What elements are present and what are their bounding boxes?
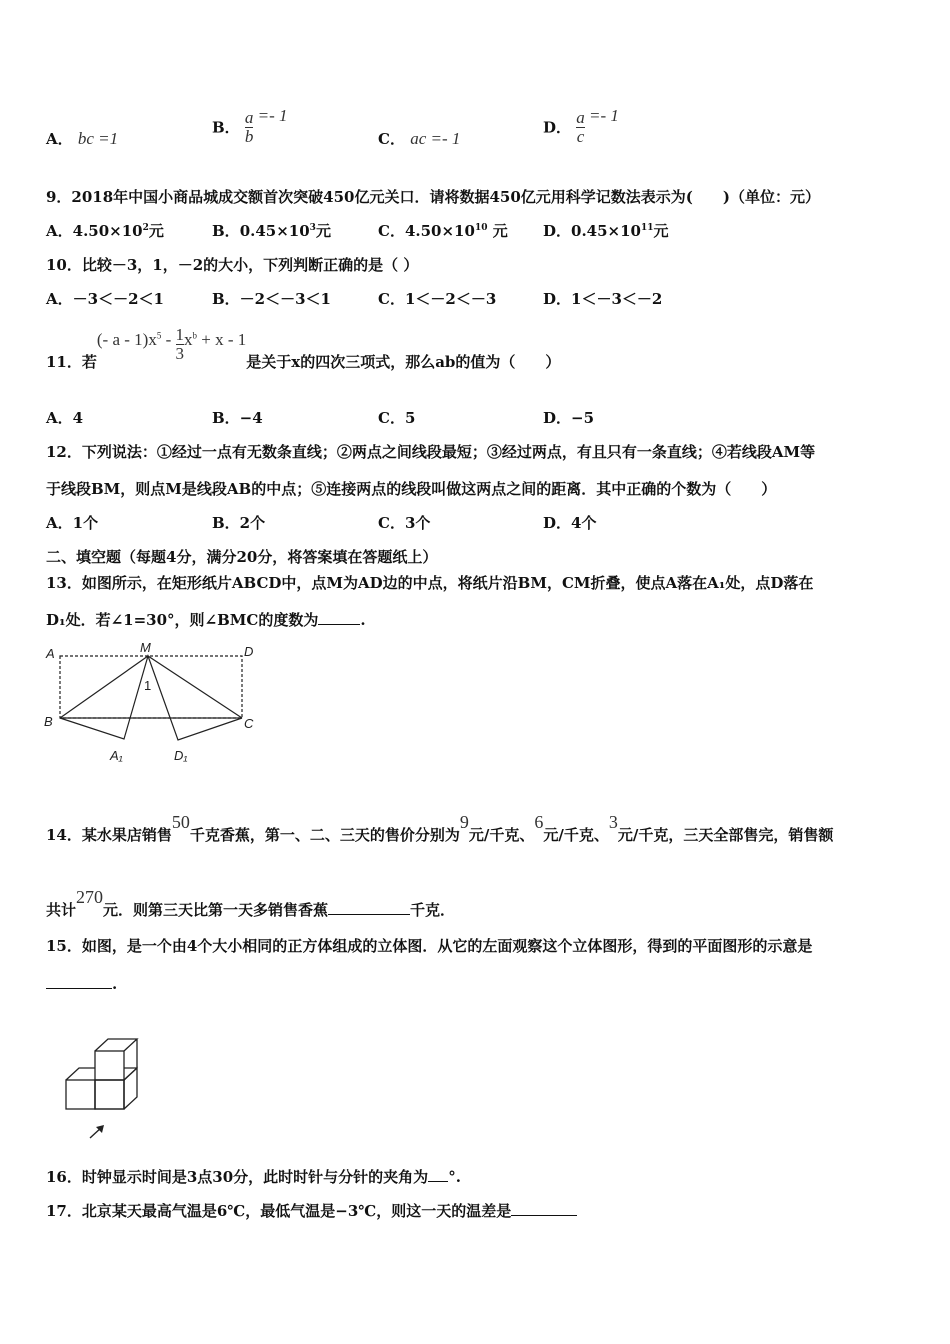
label-b: B <box>44 714 53 729</box>
option-exponent: 11 <box>641 223 654 233</box>
option-base: 0.45×10 <box>239 222 310 240</box>
q9-option-b <box>212 220 331 241</box>
label-angle-1: 1 <box>144 678 152 693</box>
q15-end: . <box>112 975 118 993</box>
answer-blank[interactable] <box>318 624 360 625</box>
label-m: M <box>140 640 151 655</box>
q14-text: 14．某水果店销售 <box>46 826 172 844</box>
label-c: C <box>244 716 254 731</box>
option-exponent: 10 <box>474 223 488 233</box>
q9-option-a <box>46 220 164 241</box>
exponent: 5 <box>156 330 162 341</box>
label-a: A <box>46 646 55 661</box>
numerator: a <box>576 107 585 127</box>
q11-option-a: A．4 <box>46 409 84 427</box>
q17-text <box>46 1200 577 1221</box>
option-expr: ac =- 1 <box>410 129 461 148</box>
q8-option-c <box>378 128 460 149</box>
q10-option-c: C．1＜－2＜－3 <box>378 290 497 308</box>
option-unit: 元 <box>148 222 164 240</box>
q11-option-d: D．−5 <box>543 409 595 427</box>
expr-part: - <box>161 330 176 349</box>
numerator: a <box>244 107 254 127</box>
q11-option-b: B．−4 <box>212 409 263 427</box>
label-d1: D₁ <box>174 748 188 763</box>
q11-option-c: C．5 <box>378 409 416 427</box>
option-unit: 元 <box>653 222 669 240</box>
option-unit: 元 <box>315 222 331 240</box>
option-key: D． <box>543 118 572 137</box>
q11-prefix: 11．若 <box>46 353 97 371</box>
denominator: c <box>576 126 585 146</box>
numerator: 1 <box>175 325 184 344</box>
q14-line1 <box>46 812 833 845</box>
option-key: B． <box>212 222 240 240</box>
q10-option-a: A．－3＜－2＜1 <box>46 290 164 308</box>
q16-end: °. <box>448 1168 461 1186</box>
q13-text: D₁处．若∠1=30°，则∠BMC的度数为 <box>46 611 319 629</box>
q11-text <box>46 326 560 372</box>
answer-blank[interactable] <box>46 988 112 989</box>
section-2-heading: 二、填空题（每题4分，满分20分，将答案填在答题纸上） <box>46 548 438 566</box>
q14-number: 3 <box>608 812 618 832</box>
label-d: D <box>244 644 254 659</box>
q10-option-b: B．－2＜－3＜1 <box>212 290 331 308</box>
option-exponent: 3 <box>309 223 316 233</box>
option-key: C． <box>378 130 405 148</box>
q13-end: . <box>360 611 366 629</box>
q14-number: 6 <box>534 812 544 832</box>
answer-blank[interactable] <box>328 914 410 915</box>
option-base: 4.50×10 <box>72 222 143 240</box>
q12-option-c: C．3个 <box>378 514 431 532</box>
q10-option-d: D．1＜－3＜－2 <box>543 290 663 308</box>
q14-number: 270 <box>76 887 104 907</box>
folded-flaps <box>60 656 242 740</box>
q15-line1: 15．如图，是一个由4个大小相同的正方体组成的立体图．从它的左面观察这个立体图形，得到的平面图形的示意是 <box>46 937 813 955</box>
option-key: D． <box>543 222 572 240</box>
expr-part: x <box>184 330 193 349</box>
q14-text: 元/千克、 <box>543 826 609 844</box>
q9-option-d <box>543 220 669 241</box>
q16-text <box>46 1166 461 1187</box>
q13-line1: 13．如图所示，在矩形纸片ABCD中，点M为AD边的中点，将纸片沿BM，CM折叠，使点A落在A₁处，点D落在 <box>46 574 814 592</box>
option-key: B． <box>212 118 240 137</box>
fraction <box>576 109 585 146</box>
q9-option-c <box>378 220 508 241</box>
q11-expression <box>96 325 247 363</box>
expr-part: + x - 1 <box>197 330 247 349</box>
option-expr: =- 1 <box>584 106 619 125</box>
q17-question: 17．北京某天最高气温是6℃，最低气温是−3℃，则这一天的温差是 <box>46 1202 512 1220</box>
option-base: 0.45×10 <box>571 222 641 240</box>
option-unit: 元 <box>487 222 508 240</box>
q14-text: 千克香蕉，第一、二、三天的售价分别为 <box>189 826 460 844</box>
q8-option-a <box>46 128 118 149</box>
option-key: A． <box>46 130 73 148</box>
answer-blank[interactable] <box>511 1215 577 1216</box>
q12-option-b: B．2个 <box>212 514 266 532</box>
option-expr: bc =1 <box>77 129 119 148</box>
q10-text: 10．比较－3，1，－2的大小，下列判断正确的是（ ） <box>46 256 419 274</box>
q14-text: 元/千克、 <box>468 826 535 844</box>
answer-blank[interactable] <box>428 1181 448 1182</box>
q9-text: 9．2018年中国小商品城成交额首次突破450亿元关口．请将数据450亿元用科学记数法表示为( )（单位：元） <box>46 188 821 206</box>
q15-line2 <box>46 975 117 993</box>
expr-part: (- a - 1)x <box>96 330 157 349</box>
q14-text: 元．则第三天比第一天多销售香蕉 <box>103 901 329 919</box>
q16-question: 16．时钟显示时间是3点30分，此时时针与分针的夹角为 <box>46 1168 429 1186</box>
q14-text: 千克． <box>410 901 456 919</box>
label-a1: A₁ <box>110 748 123 763</box>
view-direction-arrow-icon <box>90 1125 104 1138</box>
q13-line2 <box>46 609 366 630</box>
q14-line2 <box>46 887 455 920</box>
q11-suffix: 是关于x的四次三项式，那么ab的值为（ ） <box>246 353 561 371</box>
q12-line1: 12．下列说法：①经过一点有无数条直线；②两点之间线段最短；③经过两点，有且只有一条直线；④若线段AM等 <box>46 443 816 461</box>
q14-number: 50 <box>171 812 190 832</box>
cube-stack-figure <box>60 1025 160 1145</box>
option-key: A． <box>46 222 73 240</box>
denominator: 3 <box>175 344 184 363</box>
option-expr: =- 1 <box>253 106 288 125</box>
denominator: b <box>244 126 254 146</box>
q14-text: 元/千克，三天全部售完，销售额 <box>617 826 834 844</box>
option-key: C． <box>378 222 405 240</box>
q8-option-d <box>543 106 619 146</box>
q12-option-d: D．4个 <box>543 514 597 532</box>
q14-number: 9 <box>459 812 469 832</box>
q12-line2: 于线段BM，则点M是线段AB的中点；⑤连接两点的线段叫做这两点之间的距离．其中正确的个数为（ ） <box>46 480 777 498</box>
fraction <box>176 326 185 363</box>
q14-text: 共计 <box>46 901 77 919</box>
option-base: 4.50×10 <box>404 222 475 240</box>
q8-option-b <box>212 106 288 146</box>
option-exponent: 2 <box>142 223 149 233</box>
q12-option-a: A．1个 <box>46 514 99 532</box>
exponent: b <box>192 330 197 341</box>
rectangle-fold-figure <box>40 638 270 773</box>
